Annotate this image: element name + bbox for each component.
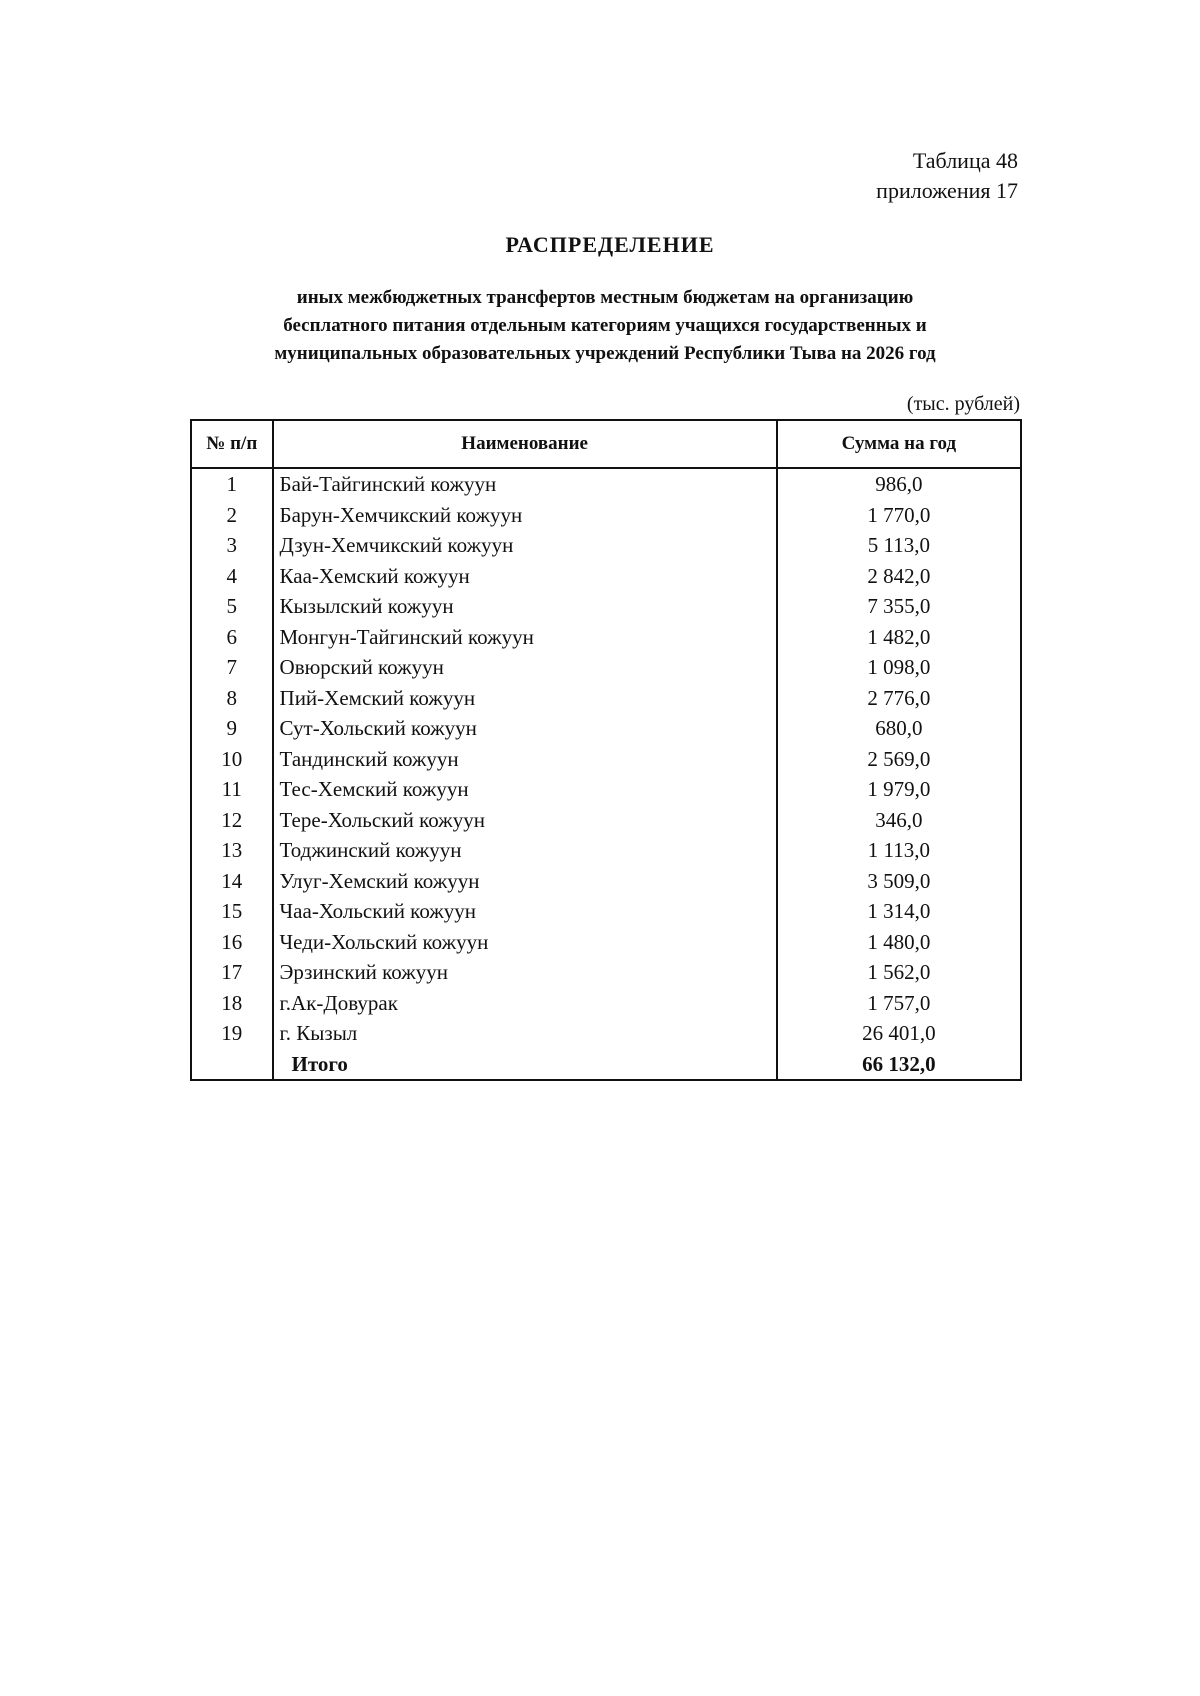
row-sum-cell: 1 562,0 (777, 957, 1021, 988)
row-name-cell: Сут-Хольский кожуун (273, 713, 777, 744)
table-row (191, 652, 1021, 683)
table-row (191, 835, 1021, 866)
row-sum-cell: 3 509,0 (777, 866, 1021, 897)
row-name-cell: г. Кызыл (273, 1018, 777, 1049)
row-number-cell: 15 (191, 896, 273, 927)
row-sum-cell: 1 757,0 (777, 988, 1021, 1019)
row-sum-cell: 1 113,0 (777, 835, 1021, 866)
allocation-table (190, 419, 1022, 1081)
row-sum-cell: 680,0 (777, 713, 1021, 744)
row-name-cell: Тес-Хемский кожуун (273, 774, 777, 805)
table-row (191, 1018, 1021, 1049)
total-sum: 66 132,0 (777, 1049, 1021, 1081)
row-number-cell: 19 (191, 1018, 273, 1049)
table-row (191, 774, 1021, 805)
row-number-cell: 13 (191, 835, 273, 866)
table-row (191, 713, 1021, 744)
row-number-cell: 16 (191, 927, 273, 958)
row-name-cell: Кызылский кожуун (273, 591, 777, 622)
row-name-cell: Тере-Хольский кожуун (273, 805, 777, 836)
table-row (191, 683, 1021, 714)
row-number-cell: 11 (191, 774, 273, 805)
row-sum-cell: 1 314,0 (777, 896, 1021, 927)
row-name-cell: Тандинский кожуун (273, 744, 777, 775)
row-name-cell: Чеди-Хольский кожуун (273, 927, 777, 958)
table-reference (876, 146, 1018, 206)
column-header-name: Наименование (273, 420, 777, 468)
row-number-cell: 8 (191, 683, 273, 714)
row-name-cell: Дзун-Хемчикский кожуун (273, 530, 777, 561)
row-sum-cell: 1 482,0 (777, 622, 1021, 653)
column-header-number: № п/п (191, 420, 273, 468)
row-sum-cell: 1 770,0 (777, 500, 1021, 531)
row-number-cell: 1 (191, 468, 273, 500)
table-row (191, 468, 1021, 500)
document-title: РАСПРЕДЕЛЕНИЕ (505, 232, 715, 257)
table-row (191, 530, 1021, 561)
row-sum-cell: 2 842,0 (777, 561, 1021, 592)
row-sum-cell: 346,0 (777, 805, 1021, 836)
row-name-cell: Монгун-Тайгинский кожуун (273, 622, 777, 653)
row-sum-cell: 2 776,0 (777, 683, 1021, 714)
table-number-label: Таблица 48 (912, 148, 1018, 173)
appendix-label: приложения 17 (876, 178, 1018, 203)
table-body (191, 468, 1021, 1080)
table-row (191, 805, 1021, 836)
subtitle-line: бесплатного питания отдельным категориям учащихся государственных и (283, 315, 927, 336)
row-number-cell: 2 (191, 500, 273, 531)
row-sum-cell: 26 401,0 (777, 1018, 1021, 1049)
table-row (191, 957, 1021, 988)
row-name-cell: Улуг-Хемский кожуун (273, 866, 777, 897)
row-number-cell: 6 (191, 622, 273, 653)
row-name-cell: Тоджинский кожуун (273, 835, 777, 866)
total-number-cell (191, 1049, 273, 1081)
column-header-sum: Сумма на год (777, 420, 1021, 468)
row-name-cell: Овюрский кожуун (273, 652, 777, 683)
row-name-cell: Чаа-Хольский кожуун (273, 896, 777, 927)
table-row (191, 744, 1021, 775)
row-sum-cell: 2 569,0 (777, 744, 1021, 775)
row-number-cell: 9 (191, 713, 273, 744)
table-row (191, 500, 1021, 531)
row-number-cell: 5 (191, 591, 273, 622)
row-number-cell: 3 (191, 530, 273, 561)
row-sum-cell: 1 979,0 (777, 774, 1021, 805)
table-row (191, 896, 1021, 927)
row-name-cell: г.Ак-Довурак (273, 988, 777, 1019)
row-number-cell: 10 (191, 744, 273, 775)
row-name-cell: Пий-Хемский кожуун (273, 683, 777, 714)
total-label: Итого (273, 1049, 777, 1081)
row-name-cell: Бай-Тайгинский кожуун (273, 468, 777, 500)
table-row (191, 866, 1021, 897)
row-number-cell: 4 (191, 561, 273, 592)
table-row (191, 927, 1021, 958)
row-name-cell: Барун-Хемчикский кожуун (273, 500, 777, 531)
subtitle-line: муниципальных образовательных учреждений Республики Тыва на 2026 год (274, 343, 936, 364)
table-row (191, 988, 1021, 1019)
row-number-cell: 18 (191, 988, 273, 1019)
table-row (191, 591, 1021, 622)
row-sum-cell: 5 113,0 (777, 530, 1021, 561)
row-number-cell: 17 (191, 957, 273, 988)
row-sum-cell: 986,0 (777, 468, 1021, 500)
units-label: (тыс. рублей) (906, 393, 1020, 415)
subtitle-line: иных межбюджетных трансфертов местным бюджетам на организацию (296, 287, 914, 308)
table-row (191, 622, 1021, 653)
table-row (191, 561, 1021, 592)
row-sum-cell: 1 098,0 (777, 652, 1021, 683)
row-name-cell: Каа-Хемский кожуун (273, 561, 777, 592)
row-sum-cell: 7 355,0 (777, 591, 1021, 622)
document-subtitle (190, 284, 1020, 368)
row-number-cell: 14 (191, 866, 273, 897)
total-row (191, 1049, 1021, 1081)
row-number-cell: 12 (191, 805, 273, 836)
row-sum-cell: 1 480,0 (777, 927, 1021, 958)
table-header-row (191, 420, 1021, 468)
row-number-cell: 7 (191, 652, 273, 683)
row-name-cell: Эрзинский кожуун (273, 957, 777, 988)
